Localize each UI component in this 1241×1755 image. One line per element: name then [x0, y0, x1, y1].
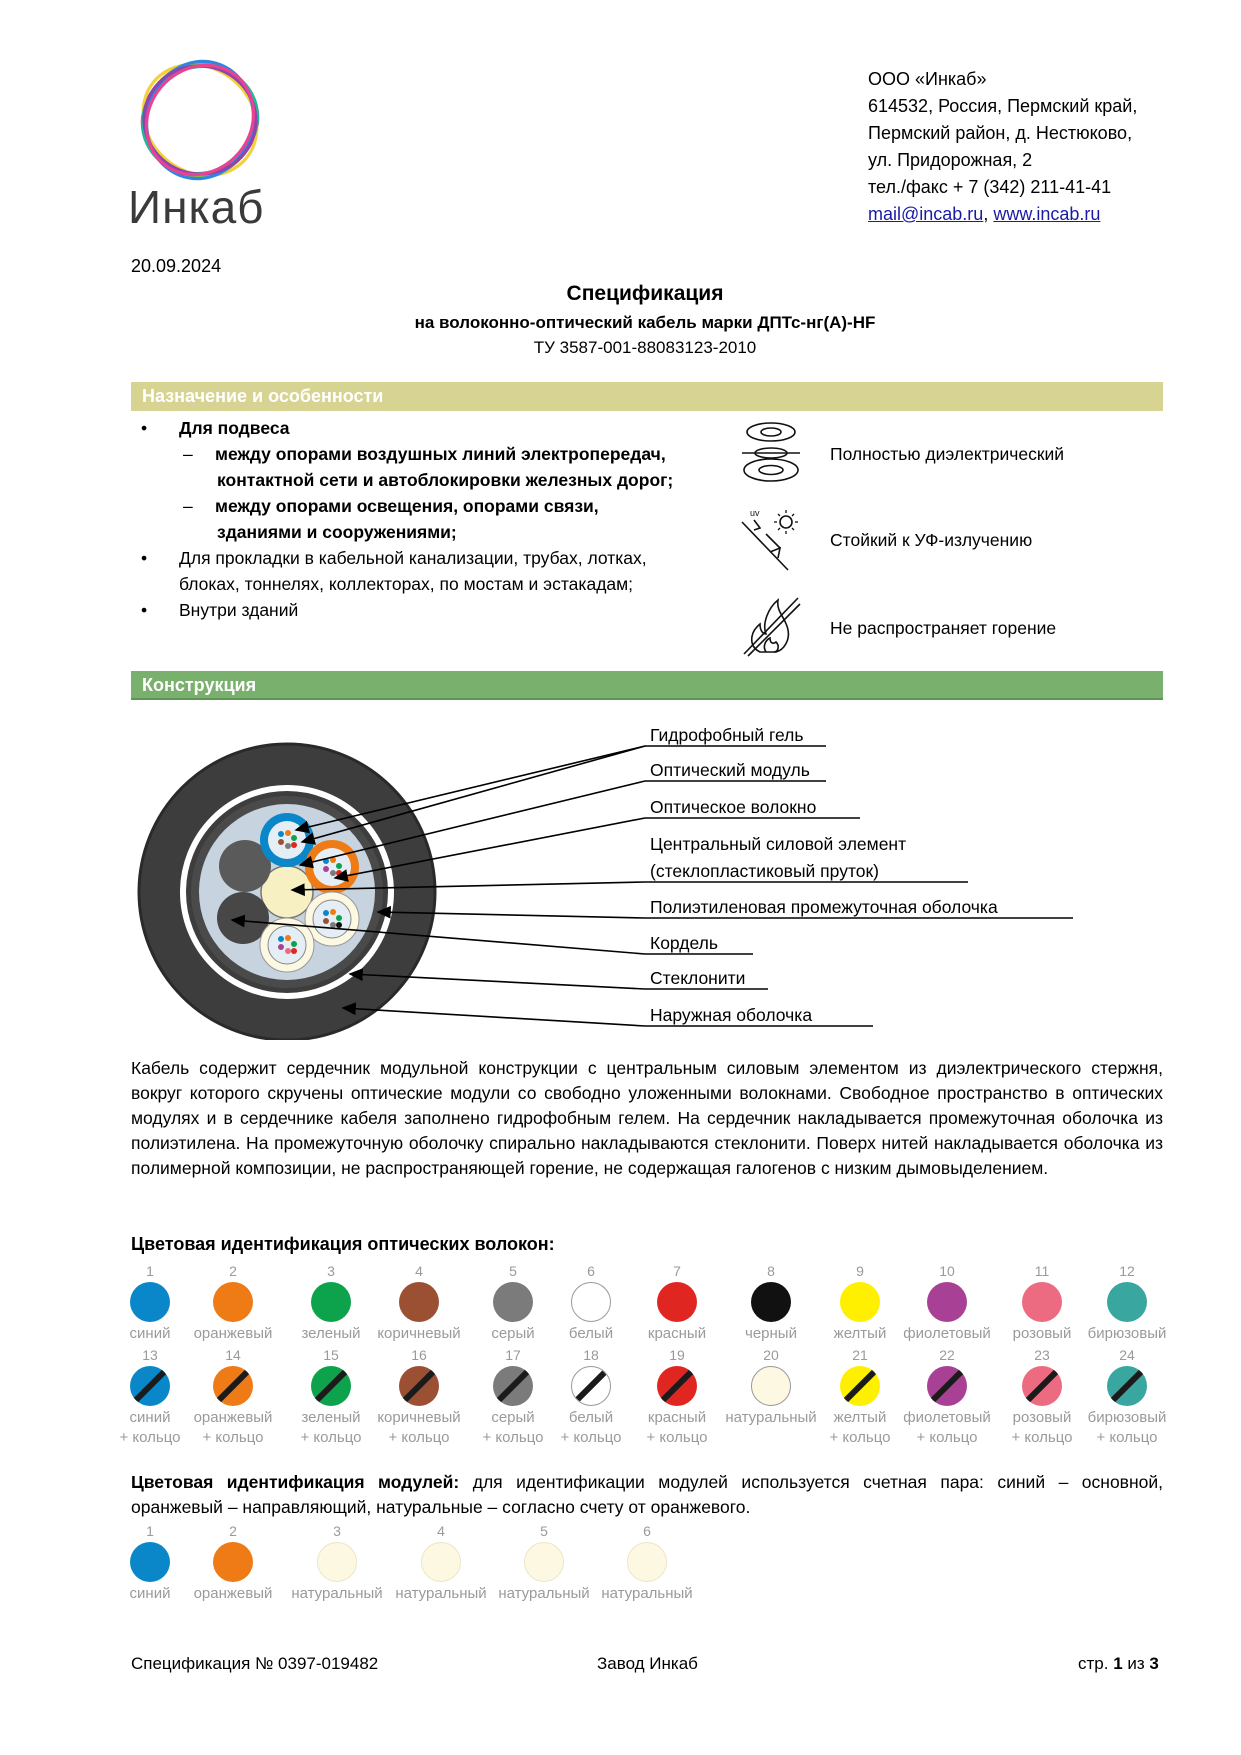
fiber-color-name: натуральный: [725, 1409, 817, 1426]
fiber-number: 2: [229, 1263, 237, 1279]
fiber-color-name: коричневый: [377, 1409, 461, 1426]
fiber-color-name: желтый: [833, 1409, 887, 1426]
fiber-color-name: белый: [568, 1325, 614, 1342]
ring-mark: [571, 1366, 611, 1406]
fiber-ring-suffix: + кольцо: [482, 1429, 544, 1446]
label-central-strength-member: Центральный силовой элемент: [650, 834, 907, 854]
fiber-number: 13: [142, 1347, 158, 1363]
list-item: • Внутри зданий: [131, 597, 731, 623]
list-subitem-continuation: зданиями и сооружениями;: [217, 522, 457, 542]
fiber-number: 16: [411, 1347, 427, 1363]
dielectric-icon: [740, 420, 802, 489]
ring-mark: [399, 1366, 439, 1406]
fiber-number: 22: [939, 1347, 955, 1363]
module-color-circle: [213, 1542, 253, 1582]
fiber-color-circle: [399, 1282, 439, 1322]
website-link[interactable]: www.incab.ru: [993, 204, 1101, 224]
module-color-name: натуральный: [291, 1585, 383, 1602]
construction-description: Кабель содержит сердечник модульной конструкции с центральным силовым элементом из диэлектрического стержня, вокруг которого скручены оптические модули со свободно уложенными волокнами. Свободное пространство в оптических модулях и в сердечнике кабеля заполнено гидрофобным гелем. На сердечник накладывается промежуточная оболочка из полиэтилена. На промежуточную оболочку спирально накладываются стеклонити. Поверх нитей накладывается оболочка из полимерной композиции, не распространяющей горение, не содержащая галогенов с низким дымовыделением.: [131, 1058, 1163, 1178]
fiber-number: 5: [509, 1263, 517, 1279]
label-glass-yarn: Стеклонити: [650, 968, 746, 988]
fiber-color-name: розовый: [1012, 1409, 1072, 1426]
fiber-swatch: [281, 1346, 381, 1448]
fiber-color-name: зеленый: [301, 1325, 361, 1342]
fiber-number: 8: [767, 1263, 775, 1279]
module-number: 2: [229, 1523, 237, 1539]
flame-retardant-icon: [740, 594, 802, 663]
company-logo: [130, 58, 270, 188]
ring-mark: [213, 1366, 253, 1406]
fiber-swatch: [897, 1346, 997, 1448]
fiber-color-circle: [493, 1366, 533, 1406]
fiber-color-name: черный: [745, 1325, 797, 1342]
fiber-ring-suffix: + кольцо: [1011, 1429, 1073, 1446]
fiber-color-name: синий: [129, 1409, 171, 1426]
ring-mark: [840, 1366, 880, 1406]
fiber-number: 11: [1034, 1263, 1050, 1279]
list-subitem: – между опорами освещения, опорами связи,: [131, 493, 731, 519]
fiber-color-name: синий: [129, 1325, 171, 1342]
fiber-swatch: [1077, 1262, 1177, 1344]
fiber-swatch: [369, 1262, 469, 1344]
fiber-color-circle: [213, 1282, 253, 1322]
fiber-number: 9: [856, 1263, 864, 1279]
label-hydrophobic-gel: Гидрофобный гель: [650, 725, 804, 745]
feature-flame-retardant: Не распространяет горение: [830, 618, 1057, 638]
fiber-color-circle: [927, 1366, 967, 1406]
fiber-ring-suffix: + кольцо: [916, 1429, 978, 1446]
fiber-number: 3: [327, 1263, 335, 1279]
fiber-number: 23: [1034, 1347, 1050, 1363]
fiber-color-name: коричневый: [377, 1325, 461, 1342]
module-colors-heading: Цветовая идентификация модулей:: [131, 1472, 460, 1492]
section-heading-construction: Конструкция: [131, 671, 1163, 700]
links-separator: ,: [983, 204, 994, 224]
address-line-3: ул. Придорожная, 2: [868, 150, 1033, 170]
bullet-icon: •: [141, 600, 148, 620]
fiber-swatch: [810, 1346, 910, 1448]
feature-uv-resistant: Стойкий к УФ-излучению: [830, 530, 1033, 550]
fiber-swatch: [369, 1346, 469, 1448]
list-subitem: – между опорами воздушных линий электропередач,: [131, 441, 731, 467]
document-subtitle: на волоконно-оптический кабель марки ДПТс-нг(А)-HF: [414, 313, 876, 332]
fiber-color-name: бирюзовый: [1087, 1409, 1167, 1426]
fiber-color-name: розовый: [1012, 1325, 1072, 1342]
fiber-color-circle: [130, 1282, 170, 1322]
section-heading-purpose: Назначение и особенности: [131, 382, 1163, 411]
fiber-color-circle: [130, 1366, 170, 1406]
ring-mark: [657, 1366, 697, 1406]
label-cordel: Кордель: [650, 933, 718, 953]
purpose-list: [131, 415, 731, 623]
module-number: 1: [146, 1523, 154, 1539]
module-colors-description: Цветовая идентификация модулей: для идентификации модулей используется счетная пара: синий – основной, оранжевый – направляющий, натуральные – согласно счету от оранжевого.: [131, 1472, 1164, 1517]
uv-resistant-icon: [740, 508, 802, 577]
fiber-color-circle: [751, 1282, 791, 1322]
module-swatch: [494, 1522, 594, 1604]
feature-dielectric: Полностью диэлектрический: [830, 444, 1065, 464]
fiber-color-circle: [399, 1366, 439, 1406]
fiber-color-circle: [213, 1366, 253, 1406]
fiber-color-name: красный: [647, 1409, 707, 1426]
module-color-name: оранжевый: [193, 1585, 273, 1602]
fiber-ring-suffix: + кольцо: [829, 1429, 891, 1446]
fiber-color-name: фиолетовый: [903, 1325, 991, 1342]
fiber-ring-suffix: + кольцо: [1096, 1429, 1158, 1446]
fiber-color-circle: [571, 1366, 611, 1406]
bullet-icon: •: [141, 548, 148, 568]
fiber-color-circle: [311, 1366, 351, 1406]
fiber-number: 17: [505, 1347, 521, 1363]
company-name: ООО «Инкаб»: [868, 69, 987, 89]
fiber-number: 10: [939, 1263, 955, 1279]
dash-icon: –: [183, 496, 193, 516]
fiber-swatch: [721, 1346, 821, 1428]
module-number: 3: [333, 1523, 341, 1539]
module-color-circle: [627, 1542, 667, 1582]
module-number: 4: [437, 1523, 445, 1539]
fiber-color-name: белый: [568, 1409, 614, 1426]
fiber-ring-suffix: + кольцо: [202, 1429, 264, 1446]
fiber-number: 12: [1119, 1263, 1135, 1279]
fiber-color-circle: [840, 1366, 880, 1406]
document-title: Спецификация: [566, 282, 724, 305]
footer-spec-number: Спецификация № 0397-019482: [131, 1654, 379, 1673]
module-color-circle: [130, 1542, 170, 1582]
fiber-color-name: серый: [491, 1325, 535, 1342]
ring-mark: [493, 1366, 533, 1406]
fiber-ring-suffix: + кольцо: [119, 1429, 181, 1446]
label-optical-fiber: Оптическое волокно: [650, 797, 817, 817]
fiber-color-name: серый: [491, 1409, 535, 1426]
fiber-number: 24: [1119, 1347, 1135, 1363]
list-item: • Для прокладки в кабельной канализации, трубах, лотках,: [131, 545, 731, 571]
module-color-name: натуральный: [395, 1585, 487, 1602]
phone: тел./факс + 7 (342) 211-41-41: [868, 177, 1112, 197]
fiber-number: 20: [763, 1347, 779, 1363]
module-color-circle: [317, 1542, 357, 1582]
fiber-number: 19: [669, 1347, 685, 1363]
bullet-icon: •: [141, 418, 148, 438]
fiber-color-circle: [571, 1282, 611, 1322]
fiber-ring-suffix: + кольцо: [388, 1429, 450, 1446]
label-optical-module: Оптический модуль: [650, 760, 810, 780]
fiber-color-circle: [1107, 1282, 1147, 1322]
fiber-swatch: [627, 1346, 727, 1448]
fiber-color-circle: [657, 1282, 697, 1322]
fiber-ring-suffix: + кольцо: [560, 1429, 622, 1446]
footer-page-number: стр. 1 из 3: [1078, 1654, 1159, 1673]
cable-cross-section-diagram: [0, 700, 1241, 1040]
fiber-color-circle: [1022, 1282, 1062, 1322]
fiber-ring-suffix: + кольцо: [300, 1429, 362, 1446]
email-link[interactable]: mail@incab.ru: [868, 204, 984, 224]
fiber-number: 14: [225, 1347, 241, 1363]
fiber-color-circle: [657, 1366, 697, 1406]
fiber-swatch: [810, 1262, 910, 1344]
logo-rings-icon: [130, 58, 270, 188]
fiber-swatch: [1077, 1346, 1177, 1448]
contact-links: [868, 201, 1137, 228]
fiber-color-name: бирюзовый: [1087, 1325, 1167, 1342]
fiber-number: 7: [673, 1263, 681, 1279]
module-color-name: натуральный: [601, 1585, 693, 1602]
module-color-name: синий: [129, 1585, 171, 1602]
ring-mark: [311, 1366, 351, 1406]
ring-mark: [1022, 1366, 1062, 1406]
fiber-color-circle: [1107, 1366, 1147, 1406]
module-number: 5: [540, 1523, 548, 1539]
module-swatch: [183, 1522, 283, 1604]
fiber-swatch: [721, 1262, 821, 1344]
module-swatch: [597, 1522, 697, 1604]
fiber-number: 6: [587, 1263, 595, 1279]
fiber-color-circle: [311, 1282, 351, 1322]
module-swatch: [391, 1522, 491, 1604]
ring-mark: [130, 1366, 170, 1406]
fiber-number: 1: [146, 1263, 154, 1279]
fiber-colors-heading: Цветовая идентификация оптических волокон:: [131, 1234, 555, 1254]
fiber-number: 21: [852, 1347, 868, 1363]
fiber-swatch: [183, 1262, 283, 1344]
fiber-color-circle: [751, 1366, 791, 1406]
fiber-color-name: оранжевый: [193, 1409, 273, 1426]
label-outer-sheath: Наружная оболочка: [650, 1005, 813, 1025]
fiber-color-name: красный: [647, 1325, 707, 1342]
fiber-swatch: [541, 1262, 641, 1344]
fiber-color-circle: [1022, 1366, 1062, 1406]
module-color-circle: [524, 1542, 564, 1582]
ring-mark: [1107, 1366, 1147, 1406]
label-central-strength-member-note: (стеклопластиковый пруток): [650, 861, 879, 881]
fiber-swatch: [183, 1346, 283, 1448]
company-address: [868, 66, 1137, 228]
fiber-ring-suffix: + кольцо: [646, 1429, 708, 1446]
logo-text: Инкаб: [128, 181, 265, 233]
document-date: 20.09.2024: [131, 256, 222, 276]
fiber-swatch: [897, 1262, 997, 1344]
fiber-color-circle: [493, 1282, 533, 1322]
fiber-color-circle: [840, 1282, 880, 1322]
fiber-color-name: зеленый: [301, 1409, 361, 1426]
address-line-2: Пермский район, д. Нестюково,: [868, 123, 1133, 143]
fiber-number: 18: [583, 1347, 599, 1363]
list-item: • Для подвеса: [131, 415, 731, 441]
footer-factory: Завод Инкаб: [597, 1654, 698, 1673]
fiber-color-name: желтый: [833, 1325, 887, 1342]
module-color-circle: [421, 1542, 461, 1582]
module-swatch: [287, 1522, 387, 1604]
list-subitem-continuation: контактной сети и автоблокировки железных дорог;: [217, 470, 674, 490]
fiber-swatch: [541, 1346, 641, 1448]
module-color-name: натуральный: [498, 1585, 590, 1602]
fiber-number: 15: [323, 1347, 339, 1363]
fiber-color-circle: [927, 1282, 967, 1322]
address-line-1: 614532, Россия, Пермский край,: [868, 96, 1138, 116]
fiber-swatch: [281, 1262, 381, 1344]
module-number: 6: [643, 1523, 651, 1539]
fiber-color-name: оранжевый: [193, 1325, 273, 1342]
label-intermediate-sheath: Полиэтиленовая промежуточная оболочка: [650, 897, 998, 917]
dash-icon: –: [183, 444, 193, 464]
svg-text:uv: uv: [750, 508, 760, 518]
fiber-number: 4: [415, 1263, 423, 1279]
ring-mark: [927, 1366, 967, 1406]
fiber-swatch: [627, 1262, 727, 1344]
technical-conditions: ТУ 3587-001-88083123-2010: [533, 338, 757, 357]
fiber-color-name: фиолетовый: [903, 1409, 991, 1426]
list-item-continuation: блоках, тоннелях, коллекторах, по мостам и эстакадам;: [179, 574, 634, 594]
